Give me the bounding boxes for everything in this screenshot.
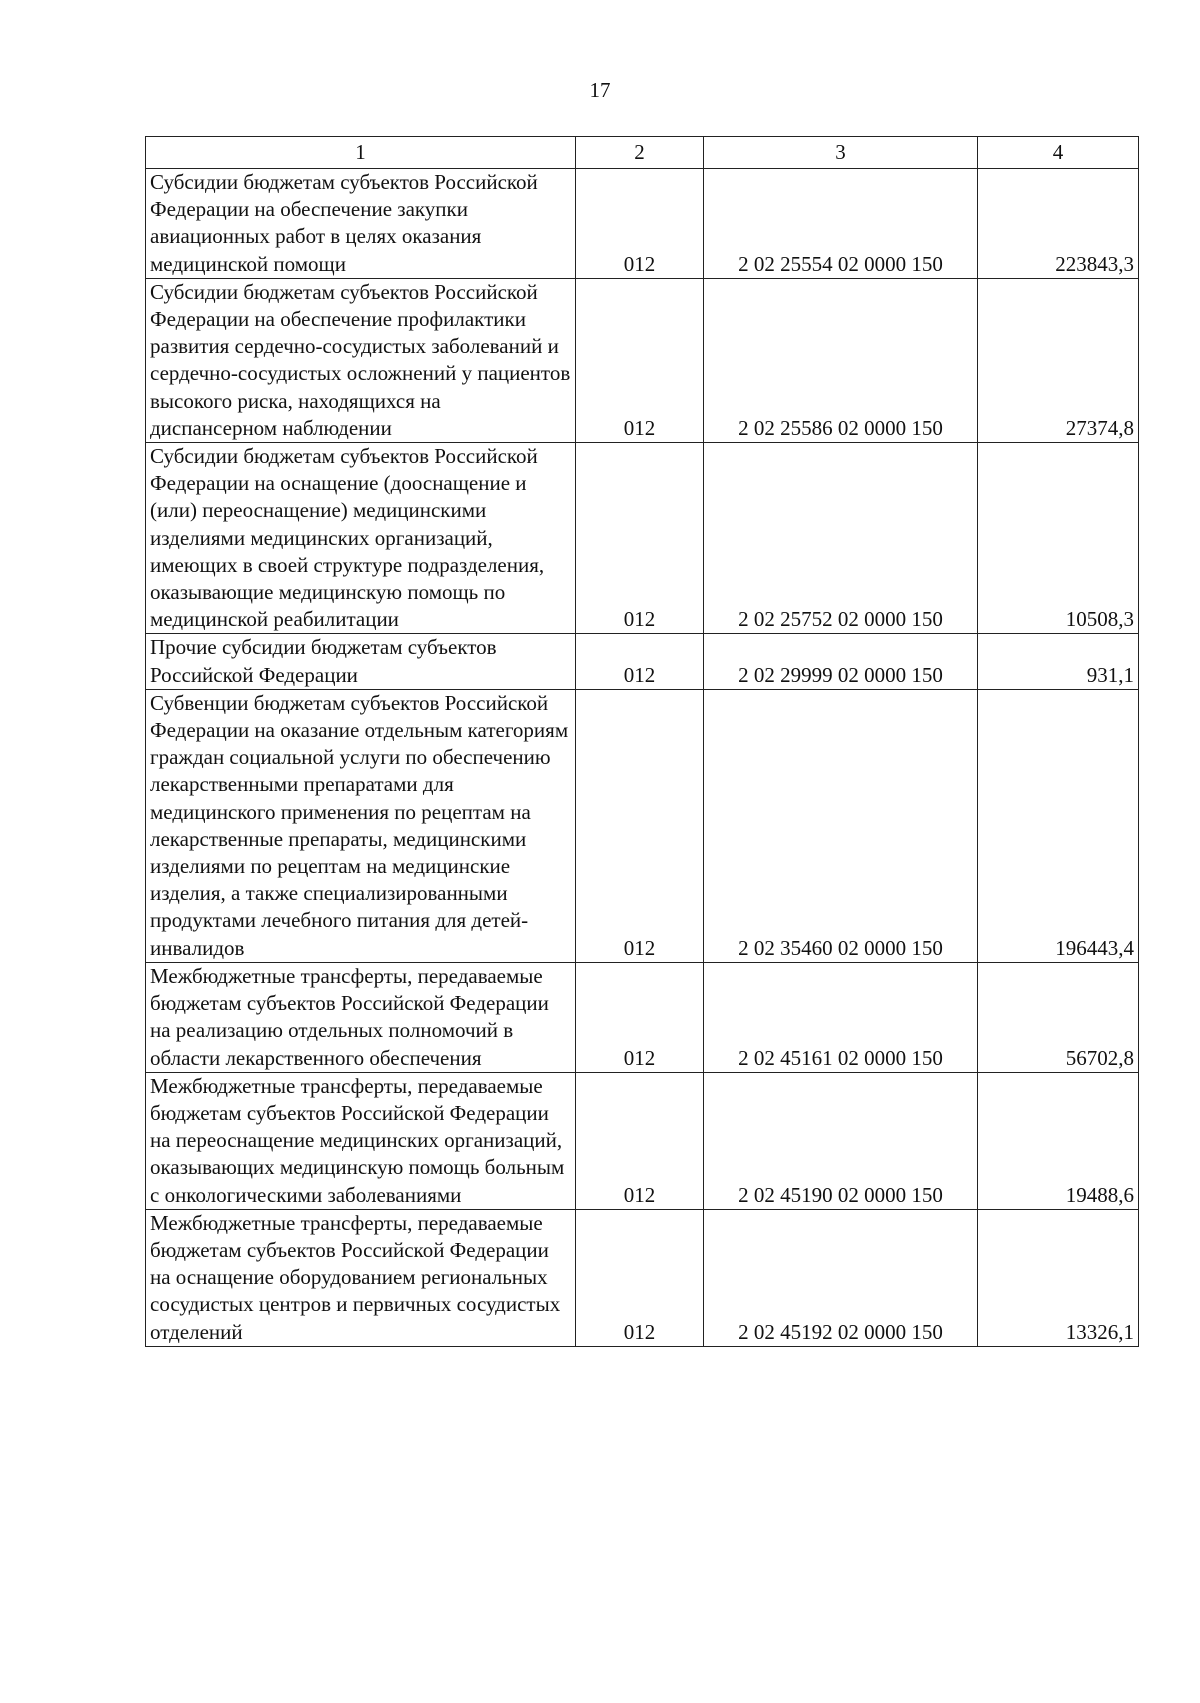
row-name: Субсидии бюджетам субъектов Российской Федерации на обеспечение профилактики развития сердечно-сосудистых заболеваний и сердечно-сосудистых осложнений у пациентов высокого риска, находящихся на диспансерном наблюдении — [146, 278, 576, 442]
row-budget-code: 2 02 25752 02 0000 150 — [704, 443, 978, 634]
table-row — [146, 443, 1139, 634]
column-header-2: 2 — [576, 137, 704, 169]
row-name: Субсидии бюджетам субъектов Российской Федерации на оснащение (дооснащение и (или) переоснащение) медицинскими изделиями медицинских организаций, имеющих в своей структуре подразделения, оказывающие медицинскую помощь по медицинской реабилитации — [146, 443, 576, 634]
row-name: Субсидии бюджетам субъектов Российской Федерации на обеспечение закупки авиационных работ в целях оказания медицинской помощи — [146, 169, 576, 279]
row-amount: 13326,1 — [978, 1209, 1139, 1346]
table-row — [146, 1072, 1139, 1209]
table-row — [146, 169, 1139, 279]
page-number: 17 — [589, 78, 611, 102]
row-admin-code: 012 — [576, 1209, 704, 1346]
row-admin-code: 012 — [576, 1072, 704, 1209]
row-budget-code: 2 02 45161 02 0000 150 — [704, 962, 978, 1072]
row-name: Прочие субсидии бюджетам субъектов Российской Федерации — [146, 634, 576, 689]
row-amount: 27374,8 — [978, 278, 1139, 442]
column-header-3: 3 — [704, 137, 978, 169]
row-budget-code: 2 02 35460 02 0000 150 — [704, 689, 978, 962]
row-amount: 196443,4 — [978, 689, 1139, 962]
row-name: Межбюджетные трансферты, передаваемые бюджетам субъектов Российской Федерации на оснащение оборудованием региональных сосудистых центров и первичных сосудистых отделений — [146, 1209, 576, 1346]
row-budget-code: 2 02 25554 02 0000 150 — [704, 169, 978, 279]
row-amount: 56702,8 — [978, 962, 1139, 1072]
table-row — [146, 634, 1139, 689]
column-header-1: 1 — [146, 137, 576, 169]
row-amount: 19488,6 — [978, 1072, 1139, 1209]
table-row — [146, 962, 1139, 1072]
row-budget-code: 2 02 25586 02 0000 150 — [704, 278, 978, 442]
column-header-4: 4 — [978, 137, 1139, 169]
row-name: Межбюджетные трансферты, передаваемые бюджетам субъектов Российской Федерации на реализацию отдельных полномочий в области лекарственного обеспечения — [146, 962, 576, 1072]
row-admin-code: 012 — [576, 634, 704, 689]
row-admin-code: 012 — [576, 443, 704, 634]
row-name: Субвенции бюджетам субъектов Российской Федерации на оказание отдельным категориям граждан социальной услуги по обеспечению лекарственными препаратами для медицинского применения по рецептам на лекарственные препараты, медицинскими изделиями по рецептам на медицинские изделия, а также специализированными продуктами лечебного питания для детей-инвалидов — [146, 689, 576, 962]
budget-table — [145, 136, 1139, 1347]
table-header-row — [146, 137, 1139, 169]
row-amount: 10508,3 — [978, 443, 1139, 634]
row-amount: 931,1 — [978, 634, 1139, 689]
row-admin-code: 012 — [576, 278, 704, 442]
table-row — [146, 1209, 1139, 1346]
row-amount: 223843,3 — [978, 169, 1139, 279]
row-budget-code: 2 02 29999 02 0000 150 — [704, 634, 978, 689]
table-row — [146, 278, 1139, 442]
row-admin-code: 012 — [576, 689, 704, 962]
row-admin-code: 012 — [576, 962, 704, 1072]
row-admin-code: 012 — [576, 169, 704, 279]
row-budget-code: 2 02 45192 02 0000 150 — [704, 1209, 978, 1346]
row-budget-code: 2 02 45190 02 0000 150 — [704, 1072, 978, 1209]
row-name: Межбюджетные трансферты, передаваемые бюджетам субъектов Российской Федерации на переоснащение медицинских организаций, оказывающих медицинскую помощь больным с онкологическими заболеваниями — [146, 1072, 576, 1209]
table-row — [146, 689, 1139, 962]
